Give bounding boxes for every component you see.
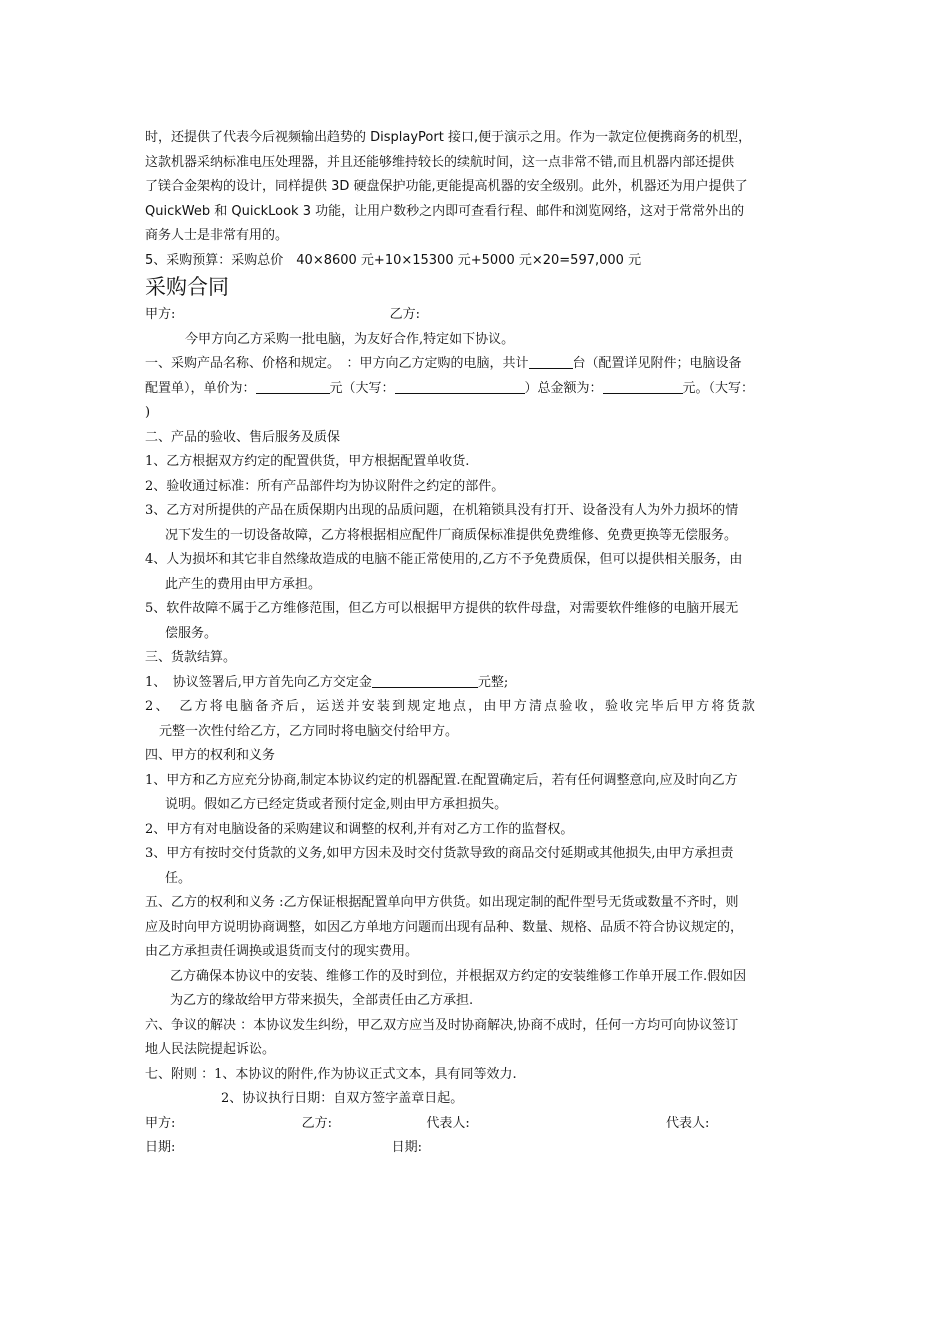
intro-line-4: QuickWeb 和 QuickLook 3 功能，让用户数秒之内即可查看行程、邮件和浏览网络，这对于常常外出的	[145, 203, 745, 219]
s1-text-c: 配置单），单价为：	[145, 380, 256, 396]
section-3	[145, 646, 810, 744]
sign-date-2: 日期:	[391, 1140, 423, 1155]
quantity-blank	[529, 354, 573, 369]
s2-item-3b: 况下发生的一切设备故障，乙方将根据相应配件厂商质保标准提供免费维修、免费更换等无偿服务。	[165, 527, 738, 543]
s1-line-3: )	[145, 405, 151, 420]
s4-item-3b: 任。	[165, 870, 192, 886]
s3-item-1-suffix: 元整;	[477, 674, 509, 690]
s2-item-5a: 5、软件故障不属于乙方维修范围，但乙方可以根据甲方提供的软件母盘，对需要软件维修的电脑开展无	[145, 601, 739, 616]
unit-price-blank	[256, 379, 330, 394]
signature-line-1	[145, 1112, 810, 1137]
sign-rep-1: 代表人:	[426, 1115, 470, 1131]
signature-line-2	[145, 1136, 810, 1161]
budget-line: 5、采购预算：采购总价 40×8600 元+10×15300 元+5000 元×20=597,000 元	[145, 252, 642, 268]
s5-line-1: 五、乙方的权利和义务 :乙方保证根据配置单向甲方供货。如出现定制的配件型号无货或数量不齐时，则	[145, 895, 739, 910]
s1-text-e: ）总金额为：	[524, 380, 603, 396]
unit-price-words-blank	[395, 379, 525, 394]
s3-item-2a: 2、 乙方将电脑备齐后，运送并安装到规定地点，由甲方清点验收，验收完毕后甲方将货款	[145, 699, 757, 714]
s4-item-3a: 3、甲方有按时交付货款的义务,如甲方因未及时交付货款导致的商品交付延期或其他损失,由甲方承担责	[145, 846, 734, 861]
s5-line-3: 由乙方承担责任调换或退货而支付的现实费用。	[145, 944, 419, 959]
sign-date-1: 日期:	[145, 1140, 176, 1155]
s6-line-2: 地人民法院提起诉讼。	[145, 1042, 276, 1057]
section-4	[145, 744, 810, 891]
s3-item-1	[145, 671, 810, 696]
preamble: 今甲方向乙方采购一批电脑，为友好合作,特定如下协议。	[185, 331, 515, 347]
s3-item-1-text: 1、 协议签署后,甲方首先向乙方交定金	[145, 674, 372, 690]
section-2	[145, 426, 810, 647]
s1-line-1	[145, 352, 810, 377]
s6-line-1: 六、争议的解决 ：本协议发生纠纷，甲乙双方应当及时协商解决,协商不成时，任何一方均可向协议签订	[145, 1017, 739, 1033]
section-7	[145, 1063, 810, 1112]
s2-item-3a: 3、乙方对所提供的产品在质保期内出现的品质问题，在机箱锁具没有打开、设备没有人为外力损坏的情	[145, 503, 739, 518]
s5-line-5: 为乙方的缘故给甲方带来损失，全部责任由乙方承担.	[170, 993, 474, 1008]
s7-line-1: 七、附则 ：1、本协议的附件,作为协议正式文本，具有同等效力.	[145, 1066, 517, 1082]
s4-item-2: 2、甲方有对电脑设备的采购建议和调整的权利,并有对乙方工作的监督权。	[145, 821, 574, 837]
s2-item-1: 1、乙方根据双方约定的配置供货，甲方根据配置单收货.	[145, 454, 470, 469]
intro-line-5: 商务人士是非常有用的。	[145, 228, 289, 243]
s1-line-2	[145, 377, 810, 402]
s7-line-2: 2、协议执行日期：自双方签字盖章日起。	[221, 1091, 464, 1106]
section-6	[145, 1014, 810, 1063]
s4-item-1a: 1、甲方和乙方应充分协商,制定本协议约定的机器配置.在配置确定后，若有任何调整意向,应及时向乙方	[145, 772, 738, 788]
s2-item-5b: 偿服务。	[165, 625, 218, 641]
s4-item-1b: 说明。假如乙方已经定货或者预付定金,则由甲方承担损失。	[165, 797, 508, 812]
s3-heading: 三、货款结算。	[145, 650, 237, 665]
intro-line-3: 了镁合金架构的设计，同样提供 3D 硬盘保护功能,更能提高机器的安全级别。此外，机器还为用户提供了	[145, 179, 748, 194]
s4-heading: 四、甲方的权利和义务	[145, 748, 276, 763]
s1-text-b: 台（配置详见附件；电脑设备	[572, 356, 742, 371]
party-a-label: 甲方:	[145, 307, 176, 322]
s1-text-f: 元。（大写：	[682, 380, 755, 396]
sign-party-a: 甲方:	[145, 1115, 176, 1131]
s3-item-2b: 元整一次性付给乙方，乙方同时将电脑交付给甲方。	[159, 723, 459, 739]
s2-item-2: 2、验收通过标准：所有产品部件均为协议附件之约定的部件。	[145, 478, 505, 494]
s2-heading: 二、产品的验收、售后服务及质保	[145, 429, 341, 445]
party-b-label: 乙方:	[389, 307, 421, 322]
s5-line-4: 乙方确保本协议中的安装、维修工作的及时到位，并根据双方约定的安装维修工作单开展工作.假如因	[170, 968, 747, 984]
s5-line-2: 应及时向甲方说明协商调整，如因乙方单地方问题而出现有品种、数量、规格、品质不符合协议规定的，	[145, 919, 744, 935]
total-blank	[603, 379, 683, 394]
s2-item-4b: 此产生的费用由甲方承担。	[165, 576, 322, 592]
document-page	[145, 126, 810, 1161]
sign-rep-2: 代表人:	[666, 1115, 710, 1131]
deposit-blank	[372, 673, 478, 688]
intro-line-2: 这款机器采纳标准电压处理器，并且还能够维持较长的续航时间，这一点非常不错,而且机器内部还提供	[145, 154, 735, 170]
section-5	[145, 891, 810, 1014]
intro-section	[145, 126, 810, 273]
signature-block	[145, 1112, 810, 1161]
contract-title: 采购合同	[145, 275, 229, 299]
s2-item-4a: 4、人为损坏和其它非自然缘故造成的电脑不能正常使用的,乙方不予免费质保，但可以提供相关服务，由	[145, 552, 743, 567]
s1-text-a: 一、采购产品名称、价格和规定。 ：甲方向乙方定购的电脑，共计	[145, 356, 529, 371]
s1-text-d: 元（大写：	[329, 380, 395, 396]
parties-line	[145, 303, 810, 328]
section-1	[145, 352, 810, 426]
sign-party-b: 乙方:	[301, 1115, 333, 1131]
intro-line-1: 时，还提供了代表今后视频输出趋势的 DisplayPort 接口,便于演示之用。作为一款定位便携商务的机型，	[145, 130, 752, 145]
